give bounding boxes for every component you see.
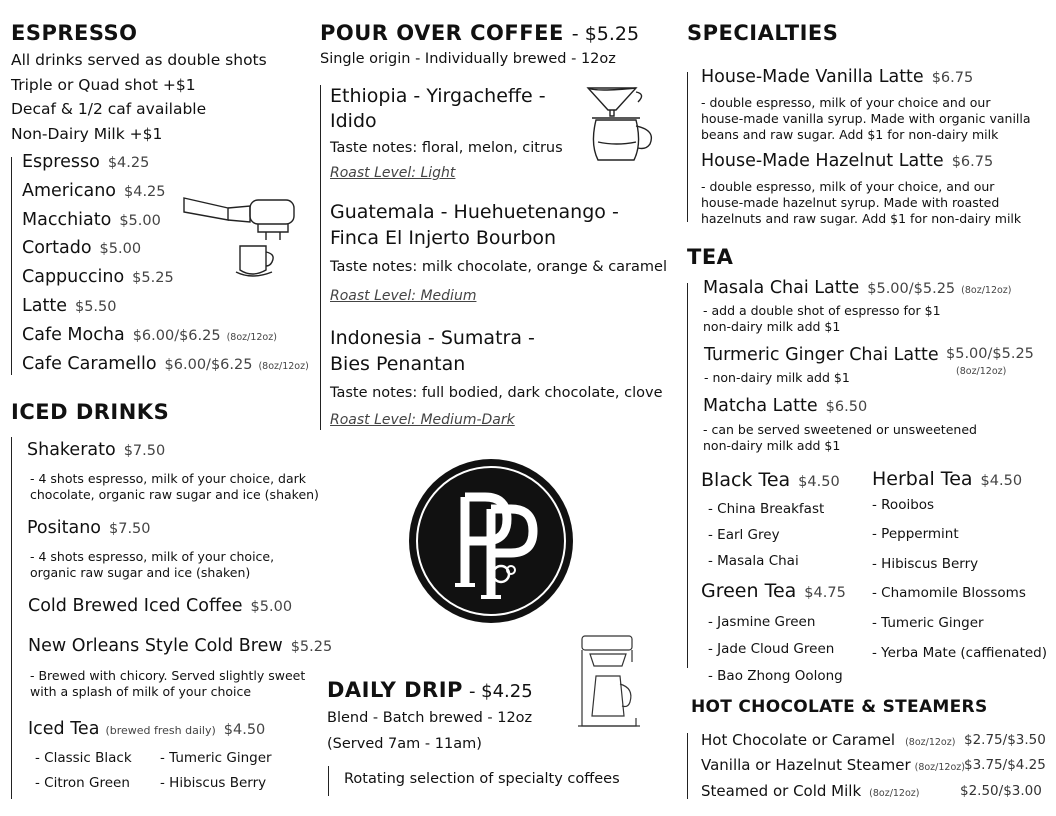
item-price: $4.50 <box>798 474 840 490</box>
list-item: - China Breakfast <box>708 501 825 517</box>
description-line: chocolate, organic raw sugar and ice (shaken) <box>30 487 319 502</box>
item-name: Green Tea <box>701 580 797 602</box>
coffee-name <box>330 84 546 134</box>
menu-item-vanilla-latte <box>701 67 973 87</box>
iced-divider <box>11 437 12 799</box>
roast-level: Roast Level: Light <box>330 165 456 181</box>
description-line: non-dairy milk add $1 <box>703 438 841 453</box>
espresso-divider <box>11 157 12 375</box>
item-name: Macchiato <box>22 209 112 230</box>
menu-item-green-tea <box>701 580 846 602</box>
item-name: Hot Chocolate or Caramel <box>701 731 896 749</box>
espresso-heading: ESPRESSO <box>11 21 138 45</box>
pour-over-header <box>320 21 639 45</box>
menu-item-herbal-tea <box>872 468 1022 490</box>
taste-notes: Taste notes: full bodied, dark chocolate, clove <box>330 385 663 401</box>
list-item <box>701 756 965 774</box>
list-item: - Chamomile Blossoms <box>872 585 1026 601</box>
menu-item-hazelnut-latte <box>701 151 993 171</box>
item-price: $2.75/$3.50 <box>964 732 1046 748</box>
coffee-name <box>330 199 619 251</box>
list-item <box>701 782 919 800</box>
list-item: - Jasmine Green <box>708 614 816 630</box>
daily-drip-price: - $4.25 <box>468 681 533 702</box>
item-name: Steamed or Cold Milk <box>701 782 862 800</box>
item-description: - non-dairy milk add $1 <box>704 370 850 385</box>
taste-notes: Taste notes: floral, melon, citrus <box>330 140 563 156</box>
item-price: $4.50 <box>223 722 266 738</box>
description-line: hazelnuts and raw sugar. Add $1 for non-dairy milk <box>701 211 1022 226</box>
item-name: House-Made Vanilla Latte <box>701 67 924 87</box>
daily-drip-subtitle: Blend - Batch brewed - 12oz <box>327 710 533 726</box>
list-item: - Citron Green <box>35 775 130 791</box>
item-price: $5.00 <box>119 212 161 229</box>
menu-item <box>22 296 309 325</box>
pour-over-dripper-icon <box>586 84 658 168</box>
coffee-name-line: Idido <box>330 110 377 132</box>
roast-level: Roast Level: Medium-Dark <box>330 412 515 428</box>
menu-item-new-orleans <box>28 636 332 656</box>
item-name: Americano <box>22 180 116 201</box>
item-description <box>30 549 274 581</box>
list-item: - Hibiscus Berry <box>872 556 979 572</box>
daily-drip-heading: DAILY DRIP <box>327 678 463 702</box>
description-line: - 4 shots espresso, milk of your choice, dark <box>30 471 307 486</box>
hot-chocolate-divider <box>687 733 688 799</box>
list-item: - Earl Grey <box>708 527 780 543</box>
item-size: (8oz/12oz) <box>226 331 277 343</box>
description-line: - 4 shots espresso, milk of your choice, <box>30 549 275 564</box>
description-line: organic raw sugar and ice (shaken) <box>30 565 251 580</box>
menu-item-cold-brewed <box>28 596 292 616</box>
specialties-heading: SPECIALTIES <box>687 21 839 45</box>
item-description <box>30 471 319 503</box>
item-name: Matcha Latte <box>703 396 818 416</box>
item-price: $5.00/$5.25 <box>867 281 956 297</box>
description-line: - add a double shot of espresso for $1 <box>703 303 941 318</box>
item-name: Cafe Caramello <box>22 353 157 374</box>
item-name: House-Made Hazelnut Latte <box>701 151 944 171</box>
item-size: (8oz/12oz) <box>961 285 1012 296</box>
item-price: $4.25 <box>124 183 166 200</box>
menu-item <box>22 325 309 354</box>
description-line: with a splash of milk of your choice <box>30 684 252 699</box>
item-price: $3.75/$4.25 <box>964 757 1046 773</box>
description-line: - Brewed with chicory. Served slightly sweet <box>30 668 306 683</box>
item-description <box>703 303 941 335</box>
item-size: (8oz/12oz) <box>258 360 309 372</box>
item-name: Latte <box>22 295 67 316</box>
item-description <box>701 179 1021 227</box>
intro-line: Decaf & 1/2 caf available <box>11 100 207 118</box>
item-price: $4.50 <box>980 473 1023 489</box>
item-name: Masala Chai Latte <box>703 278 860 298</box>
tea-heading: TEA <box>687 245 734 269</box>
ppco-logo <box>407 457 575 625</box>
daily-drip-rotating: Rotating selection of specialty coffees <box>344 771 620 787</box>
tea-divider <box>687 283 688 668</box>
description-line: house-made hazelnut syrup. Made with roasted <box>701 195 1000 210</box>
item-price: $5.50 <box>74 298 117 315</box>
coffee-name-line: Ethiopia - Yirgacheffe - <box>330 85 546 107</box>
pour-over-heading: POUR OVER COFFEE <box>320 21 564 45</box>
coffee-name-line: Finca El Injerto Bourbon <box>330 227 557 249</box>
item-name: Iced Tea <box>28 719 100 739</box>
menu-item-matcha-latte <box>703 396 867 416</box>
coffee-name-line: Indonesia - Sumatra - <box>330 327 535 349</box>
item-name: New Orleans Style Cold Brew <box>28 636 283 656</box>
item-name: Shakerato <box>27 440 116 460</box>
item-price: $2.50/$3.00 <box>960 783 1042 799</box>
item-price: $6.50 <box>825 399 868 415</box>
menu-item <box>22 354 309 383</box>
item-size: (8oz/12oz) <box>956 366 1007 377</box>
menu-item-masala-chai <box>703 278 1012 298</box>
item-price: $6.00/$6.25 <box>164 356 253 373</box>
menu-item <box>22 152 309 181</box>
taste-notes: Taste notes: milk chocolate, orange & caramel <box>330 259 667 275</box>
espresso-portafilter-icon <box>180 186 300 281</box>
item-name: Positano <box>27 518 101 538</box>
list-item: - Tumeric Ginger <box>872 615 984 631</box>
coffee-name-line: Bies Penantan <box>330 353 466 375</box>
menu-item-iced-tea <box>28 719 265 739</box>
description-line: - can be served sweetened or unsweetened <box>703 422 977 437</box>
coffee-name <box>330 325 535 377</box>
menu-item-turmeric-chai <box>704 345 939 365</box>
description-line: beans and raw sugar. Add $1 for non-dairy milk <box>701 127 999 142</box>
daily-drip-divider <box>328 766 329 796</box>
item-name: Turmeric Ginger Chai Latte <box>704 345 939 365</box>
item-price: $5.25 <box>132 270 174 287</box>
pour-over-price: - $5.25 <box>571 23 640 45</box>
item-description <box>701 95 1031 143</box>
menu-item-positano <box>27 518 151 538</box>
specialties-divider <box>687 72 688 222</box>
item-size: (8oz/12oz) <box>905 737 956 748</box>
item-price: $5.25 <box>290 639 333 655</box>
item-description <box>703 422 977 454</box>
list-item: - Classic Black <box>35 750 132 766</box>
item-price: $5.00/$5.25 <box>946 346 1034 362</box>
intro-line: Triple or Quad shot +$1 <box>11 75 196 94</box>
intro-line: All drinks served as double shots <box>11 51 267 69</box>
item-price: $5.00 <box>99 241 142 258</box>
description-line: - double espresso, milk of your choice and our <box>701 95 991 110</box>
item-name: Herbal Tea <box>872 468 973 490</box>
list-item: - Bao Zhong Oolong <box>708 668 843 684</box>
list-item: - Tumeric Ginger <box>160 750 272 766</box>
list-item <box>701 731 955 749</box>
item-name: Espresso <box>22 152 100 172</box>
item-price: $4.75 <box>804 585 846 601</box>
pour-over-subtitle: Single origin - Individually brewed - 12oz <box>320 51 616 67</box>
description-line: non-dairy milk add $1 <box>703 319 841 334</box>
description-line: - double espresso, milk of your choice, and our <box>701 179 995 194</box>
item-name: Cortado <box>22 238 92 259</box>
item-name: Cafe Mocha <box>22 324 125 345</box>
pour-over-divider <box>320 85 321 430</box>
item-size: (8oz/12oz) <box>869 788 920 799</box>
item-name: Vanilla or Hazelnut Steamer <box>701 756 911 774</box>
list-item: - Rooibos <box>872 497 935 513</box>
item-size: (8oz/12oz) <box>914 762 965 773</box>
batch-brewer-icon <box>574 632 644 732</box>
menu-item-black-tea <box>701 469 840 491</box>
item-price: $7.50 <box>109 521 151 537</box>
item-name: Black Tea <box>701 469 791 491</box>
espresso-intro <box>11 48 267 146</box>
item-price: $6.75 <box>951 154 994 170</box>
item-price: $6.00/$6.25 <box>132 327 221 344</box>
hot-chocolate-heading: HOT CHOCOLATE & STEAMERS <box>691 697 988 717</box>
coffee-name-line: Guatemala - Huehuetenango - <box>330 201 619 223</box>
intro-line: Non-Dairy Milk +$1 <box>11 124 163 143</box>
list-item: - Hibiscus Berry <box>160 775 267 791</box>
item-price: $7.50 <box>123 443 166 459</box>
item-name: Cold Brewed Iced Coffee <box>28 596 243 616</box>
description-line: house-made vanilla syrup. Made with organic vanilla <box>701 111 1031 126</box>
item-price: $6.75 <box>931 70 974 86</box>
list-item: - Peppermint <box>872 526 959 542</box>
roast-level: Roast Level: Medium <box>330 288 477 304</box>
list-item: - Masala Chai <box>708 553 799 569</box>
item-price: $4.25 <box>107 155 150 171</box>
item-price: $5.00 <box>250 599 293 615</box>
menu-item-shakerato <box>27 440 165 460</box>
item-name: Cappuccino <box>22 267 125 288</box>
daily-drip-header <box>327 678 533 702</box>
list-item: - Yerba Mate (caffienated) <box>872 645 1047 661</box>
list-item: - Jade Cloud Green <box>708 641 835 657</box>
daily-drip-hours: (Served 7am - 11am) <box>327 736 482 752</box>
iced-drinks-heading: ICED DRINKS <box>11 400 170 424</box>
item-note: (brewed fresh daily) <box>105 724 216 737</box>
item-description <box>30 668 305 700</box>
